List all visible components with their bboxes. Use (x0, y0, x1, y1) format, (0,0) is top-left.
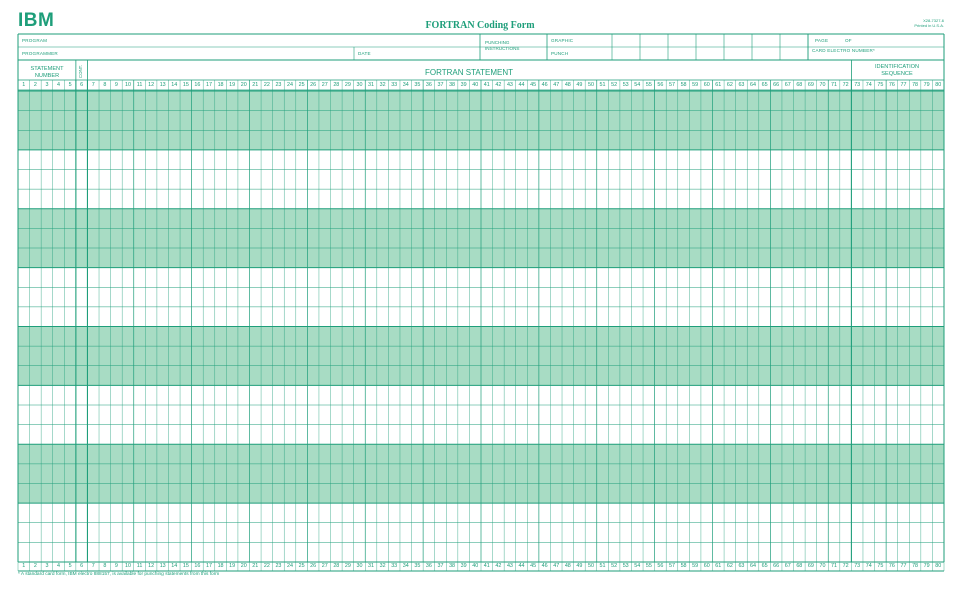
column-number-bottom: 32 (379, 563, 386, 569)
column-number-bottom: 76 (888, 563, 895, 569)
column-number-bottom: 7 (91, 563, 95, 569)
column-number-bottom: 60 (703, 563, 710, 569)
statement-number-header (22, 66, 72, 80)
column-number-bottom: 43 (506, 563, 513, 569)
column-number-bottom: 30 (356, 563, 363, 569)
column-number-bottom: 26 (310, 563, 317, 569)
column-number-bottom: 17 (205, 563, 212, 569)
column-number-bottom: 20 (240, 563, 247, 569)
column-number-bottom: 63 (738, 563, 745, 569)
column-number-bottom: 9 (114, 563, 118, 569)
column-number-top: 4 (57, 82, 60, 88)
column-number-bottom: 8 (103, 563, 107, 569)
column-number-bottom: 53 (622, 563, 629, 569)
column-number-top: 56 (657, 82, 664, 88)
column-number-bottom: 24 (287, 563, 293, 569)
column-number-bottom: 68 (796, 563, 803, 569)
footnote: * A standard card form, IBM electro 888157, is available for punching statements from this form (18, 572, 220, 577)
column-number-top: 37 (437, 82, 444, 88)
column-number-top: 17 (205, 82, 212, 88)
column-number-bottom: 80 (935, 563, 942, 569)
column-number-bottom: 71 (831, 563, 838, 569)
column-number-top: 70 (819, 82, 826, 88)
column-number-bottom: 22 (263, 563, 270, 569)
column-number-top: 1 (22, 82, 26, 88)
identification-line1: IDENTIFICATION (874, 64, 920, 70)
column-number-bottom: 77 (900, 563, 907, 569)
column-number-top: 79 (923, 82, 930, 88)
column-number-top: 6 (80, 82, 84, 88)
column-number-top: 5 (68, 82, 72, 88)
column-number-top: 35 (414, 82, 421, 88)
column-number-top: 51 (599, 82, 606, 88)
column-number-top: 9 (114, 82, 118, 88)
column-number-top: 3 (45, 82, 49, 88)
column-number-bottom: 29 (344, 563, 351, 569)
column-number-top: 59 (692, 82, 699, 88)
column-number-top: 73 (854, 82, 861, 88)
column-number-bottom: 55 (645, 563, 652, 569)
column-number-top: 29 (344, 82, 351, 88)
column-number-bottom: 74 (865, 563, 872, 569)
identification-line2: SEQUENCE (881, 71, 913, 77)
page-field-label: PAGE (815, 38, 829, 43)
cont-label: CONT. (78, 64, 84, 79)
printed-in-label: Printed in U.S.A. (914, 23, 944, 28)
punch-field-label: PUNCH (551, 51, 569, 56)
column-number-top: 55 (645, 82, 652, 88)
column-number-bottom: 58 (680, 563, 687, 569)
column-number-top: 15 (182, 82, 189, 88)
column-number-top: 8 (103, 82, 107, 88)
programmer-field-label: PROGRAMMER (22, 51, 58, 56)
punching-instructions-label (485, 40, 519, 52)
column-number-bottom: 45 (530, 563, 537, 569)
column-number-top: 33 (391, 82, 398, 88)
column-number-bottom: 70 (819, 563, 826, 569)
form-number: X28-7327-6 (923, 18, 944, 23)
column-number-top: 52 (611, 82, 618, 88)
fortran-statement-header: FORTRAN STATEMENT (425, 68, 513, 77)
statement-number-line2: NUMBER (34, 73, 60, 79)
column-number-bottom: 18 (217, 563, 224, 569)
column-number-top: 43 (506, 82, 513, 88)
column-number-bottom: 10 (124, 563, 131, 569)
column-number-bottom: 34 (402, 563, 409, 569)
column-number-top: 25 (298, 82, 305, 88)
column-number-bottom: 4 (57, 563, 60, 569)
column-number-bottom: 51 (599, 563, 606, 569)
column-number-bottom: 62 (726, 563, 733, 569)
column-number-top: 61 (715, 82, 722, 88)
column-number-bottom: 69 (807, 563, 814, 569)
column-number-bottom: 13 (159, 563, 166, 569)
column-number-top: 77 (900, 82, 907, 88)
column-number-bottom: 65 (761, 563, 768, 569)
column-number-top: 68 (796, 82, 803, 88)
column-number-top: 66 (773, 82, 780, 88)
column-number-bottom: 31 (368, 563, 375, 569)
column-number-bottom: 42 (495, 563, 502, 569)
column-number-top: 71 (831, 82, 838, 88)
column-number-bottom: 72 (842, 563, 849, 569)
column-number-top: 69 (807, 82, 814, 88)
column-number-top: 22 (263, 82, 270, 88)
column-number-top: 49 (576, 82, 583, 88)
column-number-bottom: 19 (229, 563, 236, 569)
column-number-top: 60 (703, 82, 710, 88)
column-number-top: 53 (622, 82, 629, 88)
column-number-top: 30 (356, 82, 363, 88)
column-number-bottom: 57 (668, 563, 675, 569)
column-number-bottom: 3 (45, 563, 49, 569)
form-title: FORTRAN Coding Form (425, 20, 535, 31)
column-number-top: 28 (333, 82, 340, 88)
column-number-bottom: 15 (182, 563, 189, 569)
column-number-top: 21 (252, 82, 259, 88)
column-number-top: 72 (842, 82, 849, 88)
column-number-bottom: 2 (33, 563, 37, 569)
column-number-bottom: 61 (715, 563, 722, 569)
graphic-field-label: GRAPHIC (551, 38, 574, 43)
column-number-top: 41 (483, 82, 490, 88)
column-number-top: 47 (553, 82, 560, 88)
column-number-bottom: 44 (518, 563, 525, 569)
column-number-top: 27 (321, 82, 328, 88)
column-number-top: 65 (761, 82, 768, 88)
column-number-bottom: 67 (784, 563, 791, 569)
column-number-bottom: 14 (171, 563, 178, 569)
column-number-bottom: 23 (275, 563, 282, 569)
column-number-top: 20 (240, 82, 247, 88)
column-number-top: 62 (726, 82, 733, 88)
column-number-top: 13 (159, 82, 166, 88)
column-number-top: 45 (530, 82, 537, 88)
column-number-top: 78 (912, 82, 919, 88)
program-field-label: PROGRAM (22, 38, 48, 43)
column-number-bottom: 38 (449, 563, 456, 569)
column-number-bottom: 36 (425, 563, 432, 569)
column-number-bottom: 54 (634, 563, 641, 569)
column-number-top: 18 (217, 82, 224, 88)
column-number-top: 67 (784, 82, 791, 88)
of-field-label: OF (845, 38, 852, 43)
column-number-bottom: 41 (483, 563, 490, 569)
identification-sequence-header (850, 64, 944, 78)
punching-label-line1: PUNCHING (485, 40, 510, 45)
column-number-top: 63 (738, 82, 745, 88)
column-number-bottom: 66 (773, 563, 780, 569)
punching-label-line2: INSTRUCTIONS (485, 46, 520, 51)
cont-header (78, 64, 87, 80)
column-number-top: 12 (148, 82, 155, 88)
column-number-bottom: 16 (194, 563, 201, 569)
column-number-bottom: 21 (252, 563, 259, 569)
column-number-top: 2 (33, 82, 37, 88)
column-number-bottom: 12 (148, 563, 155, 569)
column-number-top: 39 (460, 82, 467, 88)
column-number-bottom: 50 (587, 563, 594, 569)
column-number-bottom: 33 (391, 563, 398, 569)
column-number-top: 58 (680, 82, 687, 88)
column-number-bottom: 6 (80, 563, 84, 569)
column-number-bottom: 46 (541, 563, 548, 569)
column-number-bottom: 48 (564, 563, 571, 569)
column-number-top: 64 (750, 82, 756, 88)
column-number-top: 48 (564, 82, 571, 88)
column-number-top: 11 (136, 82, 143, 88)
column-number-bottom: 27 (321, 563, 328, 569)
column-number-top: 57 (668, 82, 675, 88)
column-number-bottom: 40 (472, 563, 479, 569)
column-number-top: 7 (91, 82, 95, 88)
column-number-bottom: 79 (923, 563, 930, 569)
column-number-top: 36 (425, 82, 432, 88)
card-electro-number-label: CARD ELECTRO NUMBER* (812, 48, 875, 53)
column-number-bottom: 39 (460, 563, 467, 569)
ibm-logo: IBM (18, 10, 55, 31)
column-number-bottom: 11 (136, 563, 143, 569)
column-number-bottom: 56 (657, 563, 664, 569)
column-number-top: 42 (495, 82, 502, 88)
column-number-top: 74 (865, 82, 872, 88)
column-number-top: 34 (402, 82, 409, 88)
column-number-top: 26 (310, 82, 317, 88)
column-number-bottom: 35 (414, 563, 421, 569)
column-number-top: 10 (124, 82, 131, 88)
column-number-top: 32 (379, 82, 386, 88)
column-number-bottom: 64 (750, 563, 756, 569)
column-number-top: 23 (275, 82, 282, 88)
column-number-bottom: 25 (298, 563, 305, 569)
date-field-label: DATE (358, 51, 371, 56)
column-number-top: 16 (194, 82, 201, 88)
column-number-bottom: 73 (854, 563, 861, 569)
column-number-bottom: 78 (912, 563, 919, 569)
column-number-bottom: 5 (68, 563, 72, 569)
column-number-top: 31 (368, 82, 375, 88)
column-number-bottom: 49 (576, 563, 583, 569)
column-number-top: 76 (888, 82, 895, 88)
statement-number-line1: STATEMENT (30, 66, 64, 72)
column-number-top: 19 (229, 82, 236, 88)
column-number-top: 44 (518, 82, 525, 88)
column-number-top: 46 (541, 82, 548, 88)
column-number-bottom: 28 (333, 563, 340, 569)
column-number-top: 54 (634, 82, 641, 88)
column-number-bottom: 59 (692, 563, 699, 569)
column-number-bottom: 1 (22, 563, 26, 569)
column-number-top: 40 (472, 82, 479, 88)
column-number-top: 50 (587, 82, 594, 88)
column-number-top: 14 (171, 82, 178, 88)
column-number-bottom: 47 (553, 563, 560, 569)
column-number-top: 24 (287, 82, 293, 88)
column-number-top: 75 (877, 82, 884, 88)
column-number-bottom: 37 (437, 563, 444, 569)
column-number-top: 80 (935, 82, 942, 88)
column-number-bottom: 75 (877, 563, 884, 569)
column-number-top: 38 (449, 82, 456, 88)
column-number-bottom: 52 (611, 563, 618, 569)
